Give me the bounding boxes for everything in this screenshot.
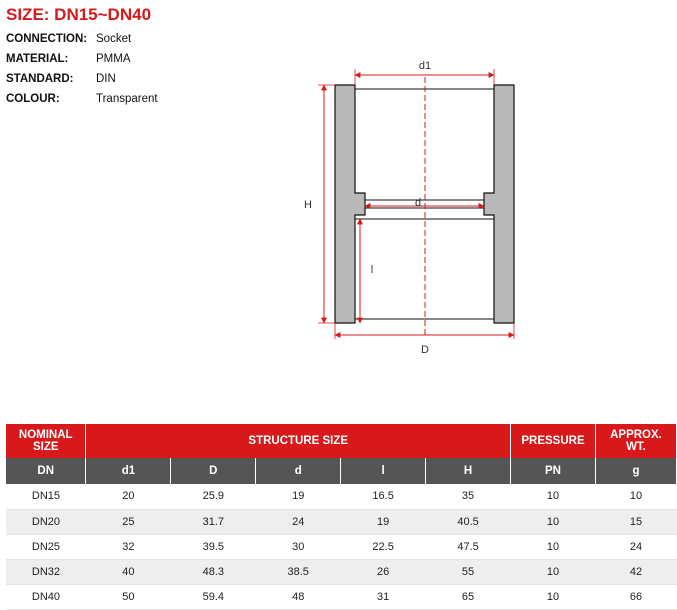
- table-cell: 65: [426, 584, 511, 609]
- l-label: l: [370, 264, 374, 276]
- table-cell: 55: [426, 559, 511, 584]
- header-nominal-size: NOMINAL SIZE: [6, 424, 86, 458]
- table-cell: 50: [86, 584, 171, 609]
- column-header: d1: [86, 458, 171, 484]
- spec-connection: [6, 33, 131, 45]
- table-cell: 40: [86, 559, 171, 584]
- table-cell: 16.5: [341, 484, 426, 509]
- table-row: [6, 559, 677, 584]
- column-header: d: [256, 458, 341, 484]
- table-cell: 42: [595, 559, 676, 584]
- table-cell: 25: [86, 509, 171, 534]
- table-cell: DN32: [6, 559, 86, 584]
- table-cell: 26: [341, 559, 426, 584]
- spec-key: MATERIAL:: [6, 53, 69, 65]
- spec-material: [6, 53, 131, 65]
- table-cell: 59.4: [171, 584, 256, 609]
- table-row: [6, 534, 677, 559]
- header-approx-wt: APPROX. WT.: [595, 424, 676, 458]
- table-cell: 10: [595, 484, 676, 509]
- table-cell: 48.3: [171, 559, 256, 584]
- spec-value: PMMA: [96, 53, 131, 65]
- table-cell: 48: [256, 584, 341, 609]
- table-subheader-row: [6, 458, 677, 484]
- table-cell: 10: [511, 484, 596, 509]
- table-cell: 39.5: [171, 534, 256, 559]
- table-cell: 40.5: [426, 509, 511, 534]
- table-cell: DN25: [6, 534, 86, 559]
- table-cell: 10: [511, 584, 596, 609]
- table-cell: 66: [595, 584, 676, 609]
- spec-key: STANDARD:: [6, 73, 74, 85]
- table-cell: 19: [256, 484, 341, 509]
- table-cell: 47.5: [426, 534, 511, 559]
- table-cell: 20: [86, 484, 171, 509]
- column-header: PN: [511, 458, 596, 484]
- table-cell: DN15: [6, 484, 86, 509]
- table-cell: 22.5: [341, 534, 426, 559]
- table-cell: 10: [511, 559, 596, 584]
- table-row: [6, 584, 677, 609]
- table-cell: 24: [256, 509, 341, 534]
- spec-value: DIN: [96, 73, 116, 85]
- table-cell: 10: [511, 509, 596, 534]
- header-pressure: PRESSURE: [511, 424, 596, 458]
- D-label: D: [421, 344, 429, 356]
- dimensions-table: [6, 424, 677, 610]
- table-cell: 30: [256, 534, 341, 559]
- table-cell: 32: [86, 534, 171, 559]
- table-row: [6, 509, 677, 534]
- spec-key: COLOUR:: [6, 93, 60, 105]
- table-cell: DN20: [6, 509, 86, 534]
- spec-key: CONNECTION:: [6, 33, 88, 45]
- column-header: l: [341, 458, 426, 484]
- spec-colour: [6, 93, 158, 105]
- d-label: d: [414, 197, 422, 209]
- spec-value: Socket: [96, 33, 132, 45]
- column-header: D: [171, 458, 256, 484]
- table-cell: 25.9: [171, 484, 256, 509]
- table-cell: 15: [595, 509, 676, 534]
- d1-label: d1: [418, 60, 432, 72]
- table-cell: 31: [341, 584, 426, 609]
- table-cell: 19: [341, 509, 426, 534]
- header-structure-size: STRUCTURE SIZE: [86, 424, 511, 458]
- table-row: [6, 484, 677, 509]
- table-cell: 24: [595, 534, 676, 559]
- h-label: H: [304, 199, 312, 211]
- column-header: H: [426, 458, 511, 484]
- table-body: [6, 484, 677, 609]
- table-cell: 35: [426, 484, 511, 509]
- right-wall-section: [484, 85, 514, 323]
- table-cell: 31.7: [171, 509, 256, 534]
- spec-value: Transparent: [96, 93, 158, 105]
- spec-standard: [6, 73, 116, 85]
- page-title: SIZE: DN15~DN40: [6, 5, 152, 24]
- column-header: g: [595, 458, 676, 484]
- socket-cross-section-diagram: [290, 55, 530, 365]
- table-cell: DN40: [6, 584, 86, 609]
- table-cell: 38.5: [256, 559, 341, 584]
- table-cell: 10: [511, 534, 596, 559]
- column-header: DN: [6, 458, 86, 484]
